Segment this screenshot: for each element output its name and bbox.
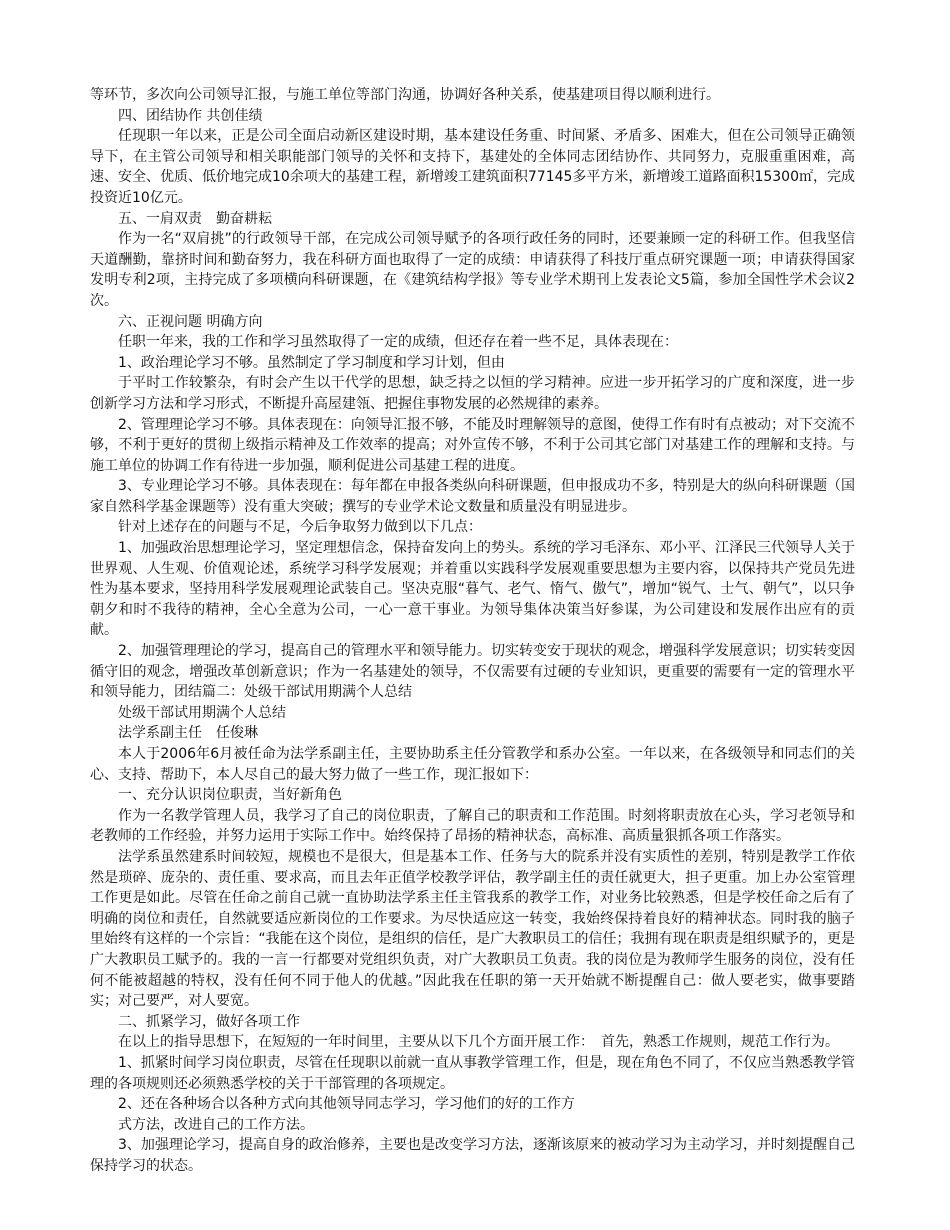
paragraph: 在以上的指导思想下，在短短的一年时间里，主要从以下几个方面开展工作： 首先，熟悉工作规则，规范工作行为。 (118, 1034, 839, 1051)
paragraph: 于平时工作较繁杂，有时会产生以干代学的思想，缺乏持之以恒的学习精神。应进一步开拓学习的广度和深度，进一步创新学习方法和学习形式，不断提升高屋建瓴、把握住事物发展的必然规律的素养。 (90, 375, 855, 412)
section-heading: 一、充分认识岗位职责，当好新角色 (118, 787, 342, 804)
document-body (90, 85, 855, 1176)
list-item: 1、抓紧时间学习岗位职责，尽管在任现职以前就一直从事教学管理工作，但是，现在角色不同了，不仅应当熟悉教学管理的各项规则还必须熟悉学校的关于干部管理的各项规定。 (90, 1054, 855, 1092)
list-item: 1、加强政治思想理论学习，坚定理想信念，保持奋发向上的势头。系统的学习毛泽东、邓小平、江泽民三代领导人关于世界观、人生观、价值观论述，系统学习科学发展观；并着重以实践科学发展观重要思想为主要内容，以保持共产党员先进性为基本要求，坚持用科学发展观理论武装自己。坚决克服“暮气、老气、惰气、傲气”，增加“锐气、士气、朝气”，以只争朝夕和时不我待的精神，全心全意为公司，一心一意干事业。为领导集体决策当好参谋，为公司建设和发展作出应有的贡献。 (90, 540, 855, 639)
paragraph: 作为一名教学管理人员，我学习了自己的岗位职责，了解自己的职责和工作范围。时刻将职责放在心头，学习老领导和老教师的工作经验，并努力运用于实际工作中。始终保持了昂扬的精神状态，高标准、高质量狠抓各项工作落实。 (90, 807, 855, 845)
paragraph: 任职一年来，我的工作和学习虽然取得了一定的成绩，但还存在着一些不足，具体表现在： (118, 334, 678, 351)
paragraph: 任现职一年以来，正是公司全面启动新区建设时期，基本建设任务重、时间紧、矛盾多、困难大，但在公司领导正确领导下，在主管公司领导和相关职能部门领导的关怀和支持下，基建处的全体同志团结协作、共同努力，克服重重困难，高速、安全、优质、低价地完成10余项大的基建工程，新增竣工建筑面积77145多平方米，新增竣工道路面积15300㎡，完成投资近10亿元。 (90, 128, 855, 206)
paragraph: 等环节，多次向公司领导汇报，与施工单位等部门沟通，协调好各种关系，使基建项目得以顺利进行。 (90, 87, 720, 103)
section-heading: 二、抓紧学习，做好各项工作 (118, 1013, 300, 1030)
paragraph: 作为一名“双肩挑”的行政领导干部，在完成公司领导赋予的各项行政任务的同时，还要兼顾一定的科研工作。但我坚信天道酬勤，靠挤时间和勤奋努力，我在科研方面也取得了一定的成绩：申请获得了科技厅重点研究课题一项；申请获得国家发明专利2项，主持完成了多项横向科研课题，在《建筑结构学报》等专业学术期刊上发表论文5篇，参加全国性学术会议2次。 (90, 231, 855, 309)
list-item: 2、还在各种场合以各种方式向其他领导同志学习，学习他们的好的工作方 (118, 1096, 575, 1113)
paragraph: 法学系虽然建系时间较短，规模也不是很大，但是基本工作、任务与大的院系并没有实质性的差别，特别是教学工作依然是琐碎、庞杂的、责任重、要求高，而且去年正值学校教学评估，教学副主任的责任就更大，担子更重。加上办公室管理工作更是如此。尽管在任命之前自己就一直协助法学系主任主管我系的教学工作，对业务比较熟悉，但是学校任命之后有了明确的岗位和责任，自然就要适应新岗位的工作要求。为尽快适应这一转变，我始终保持着良好的精神状态。同时我的脑子里始终有这样的一个宗旨：“我能在这个岗位，是组织的信任，是广大教职员工的信任；我拥有现在职责是组织赋予的，更是广大教职员工赋予的。我的一言一行都要对党组织负责，对广大教职员工负责。我的岗位是为教师学生服务的岗位，没有任何不能被超越的特权，没有任何不同于他人的优越。”因此我在任职的第一天开始就不断提醒自己：做人要老实，做事要踏实；对己要严，对人要宽。 (90, 848, 855, 1010)
author-line: 法学系副主任 任俊琳 (118, 725, 258, 742)
paragraph: 本人于2006年6月被任命为法学系副主任，主要协助系主任分管教学和系办公室。一年以来，在各级领导和同志们的关心、支持、帮助下，本人尽自己的最大努力做了一些工作，现汇报如下： (90, 746, 855, 783)
list-item: 2、加强管理理论的学习，提高自己的管理水平和领导能力。切实转变安于现状的观念，增强科学发展意识；切实转变因循守旧的观念，增强改革创新意识；作为一名基建处的领导，不仅需要有过硬的专业知识，更重要的需要有一定的管理水平和领导能力，团结篇二：处级干部试用期满个人总结 (90, 643, 855, 701)
list-item: 1、政治理论学习不够。虽然制定了学习制度和学习计划，但由 (118, 354, 505, 371)
section-heading: 六、正视问题 明确方向 (118, 313, 263, 330)
section-heading: 四、团结协作 共创佳绩 (118, 107, 263, 124)
list-item: 3、专业理论学习不够。具体表现在：每年都在申报各类纵向科研课题，但申报成功不多，特别是大的纵向科研课题（国家自然科学基金课题等）没有重大突破；撰写的专业学术论文数量和质量没有明显进步。 (90, 478, 855, 515)
paragraph: 式方法，改进自己的工作方法。 (118, 1116, 314, 1133)
list-item: 3、加强理论学习，提高自身的政治修养，主要也是改变学习方法，逐渐该原来的被动学习为主动学习，并时刻提醒自己保持学习的状态。 (90, 1137, 855, 1174)
list-item: 2、管理理论学习不够。具体表现在：向领导汇报不够，不能及时理解领导的意图，使得工作有时有点被动；对下交流不够，不利于更好的贯彻上级指示精神及工作效率的提高；对外宣传不够，不利于公司其它部门对基建工作的理解和支持。与施工单位的协调工作有待进一步加强，顺利促进公司基建工程的进度。 (90, 416, 855, 474)
section-heading: 五、一肩双责 勤奋耕耘 (118, 210, 272, 227)
document-title: 处级干部试用期满个人总结 (118, 704, 286, 721)
paragraph: 针对上述存在的问题与不足，今后争取努力做到以下几点： (118, 519, 482, 536)
